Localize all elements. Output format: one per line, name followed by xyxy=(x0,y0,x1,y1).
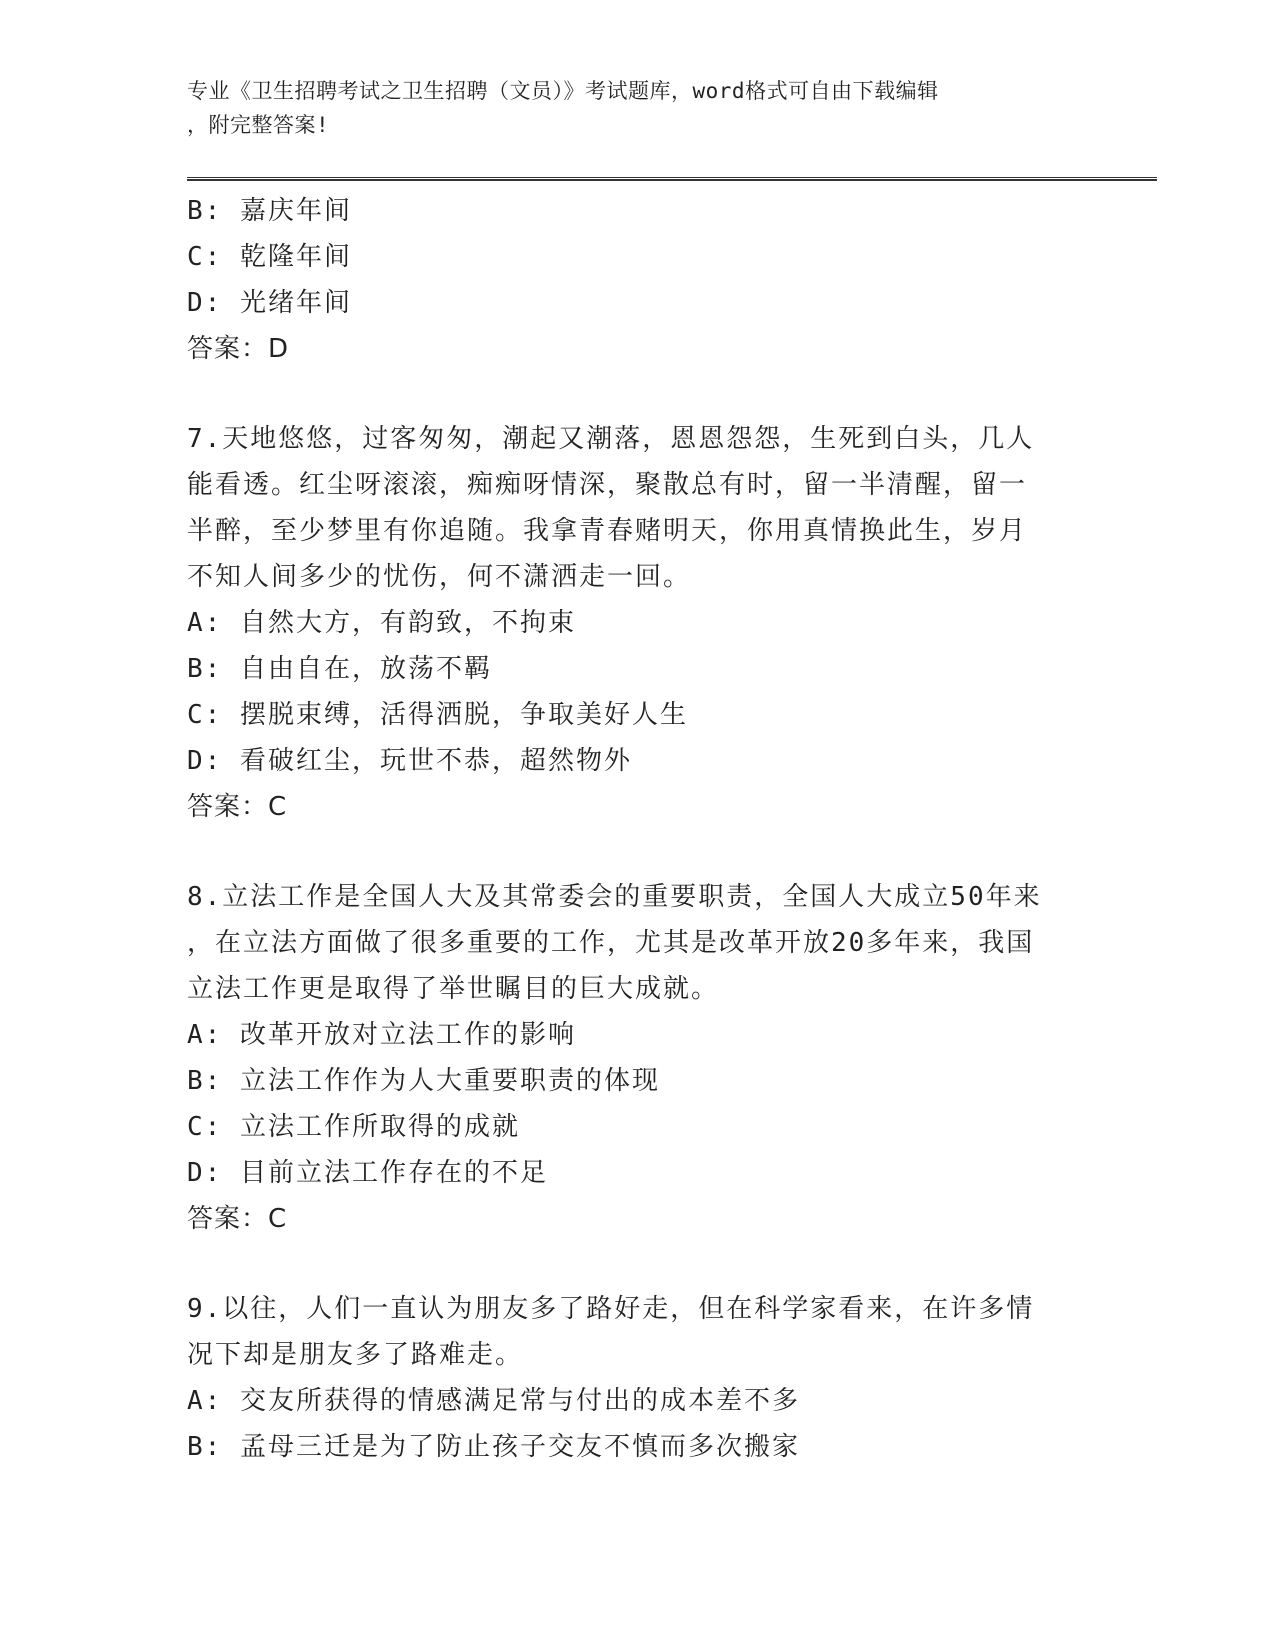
header-line-1: 专业《卫生招聘考试之卫生招聘（文员）》考试题库，word格式可自由下载编辑 xyxy=(187,79,939,103)
option-a: A: 改革开放对立法工作的影响 xyxy=(187,1020,576,1050)
option-c: C: 摆脱束缚，活得洒脱，争取美好人生 xyxy=(187,700,688,730)
stem-line: 况下却是朋友多了路难走。 xyxy=(187,1340,524,1370)
option-b: B: 自由自在，放荡不羁 xyxy=(187,654,492,684)
stem-line: 立法工作更是取得了举世瞩目的巨大成就。 xyxy=(187,974,720,1004)
option-b: B: 孟母三迁是为了防止孩子交友不慎而多次搬家 xyxy=(187,1432,800,1462)
stem-line: 能看透。红尘呀滚滚，痴痴呀情深，聚散总有时，留一半清醒，留一 xyxy=(187,470,1028,500)
stem-line: 半醉，至少梦里有你追随。我拿青春赌明天，你用真情换此生，岁月 xyxy=(187,516,1028,546)
stem-line: ，在立法方面做了很多重要的工作，尤其是改革开放20多年来，我国 xyxy=(187,928,1035,958)
stem-line: 9.以往，人们一直认为朋友多了路好走，但在科学家看来，在许多情 xyxy=(187,1294,1035,1324)
stem-line: 8.立法工作是全国人大及其常委会的重要职责，全国人大成立50年来 xyxy=(187,882,1042,912)
question-8 xyxy=(187,874,1067,1242)
option-b: B: 立法工作作为人大重要职责的体现 xyxy=(187,1066,660,1096)
page-header xyxy=(187,74,1067,142)
answer-line: 答案：C xyxy=(187,1204,288,1234)
answer-line: 答案：D xyxy=(187,334,290,364)
option-a: A: 自然大方，有韵致，不拘束 xyxy=(187,608,576,638)
answer-line: 答案：C xyxy=(187,792,288,822)
spacer xyxy=(187,372,1067,416)
option-d: D: 光绪年间 xyxy=(187,288,352,318)
option-d: D: 目前立法工作存在的不足 xyxy=(187,1158,548,1188)
stem-line: 不知人间多少的忧伤，何不潇洒走一回。 xyxy=(187,562,692,592)
option-b: B: 嘉庆年间 xyxy=(187,196,352,226)
question-list xyxy=(187,188,1067,1470)
question-stem xyxy=(187,874,1067,1012)
question-9 xyxy=(187,1286,1067,1470)
stem-line: 7.天地悠悠，过客匆匆，潮起又潮落，恩恩怨怨，生死到白头，几人 xyxy=(187,424,1035,454)
header-line-2: ，附完整答案! xyxy=(187,113,330,137)
option-d: D: 看破红尘，玩世不恭，超然物外 xyxy=(187,746,632,776)
question-7 xyxy=(187,416,1067,830)
spacer xyxy=(187,830,1067,874)
header-divider xyxy=(187,177,1157,181)
option-c: C: 乾隆年间 xyxy=(187,242,352,272)
option-c: C: 立法工作所取得的成就 xyxy=(187,1112,520,1142)
question-stem xyxy=(187,1286,1067,1378)
question-6-continued xyxy=(187,188,1067,372)
option-a: A: 交友所获得的情感满足常与付出的成本差不多 xyxy=(187,1386,800,1416)
spacer xyxy=(187,1242,1067,1286)
question-stem xyxy=(187,416,1067,600)
